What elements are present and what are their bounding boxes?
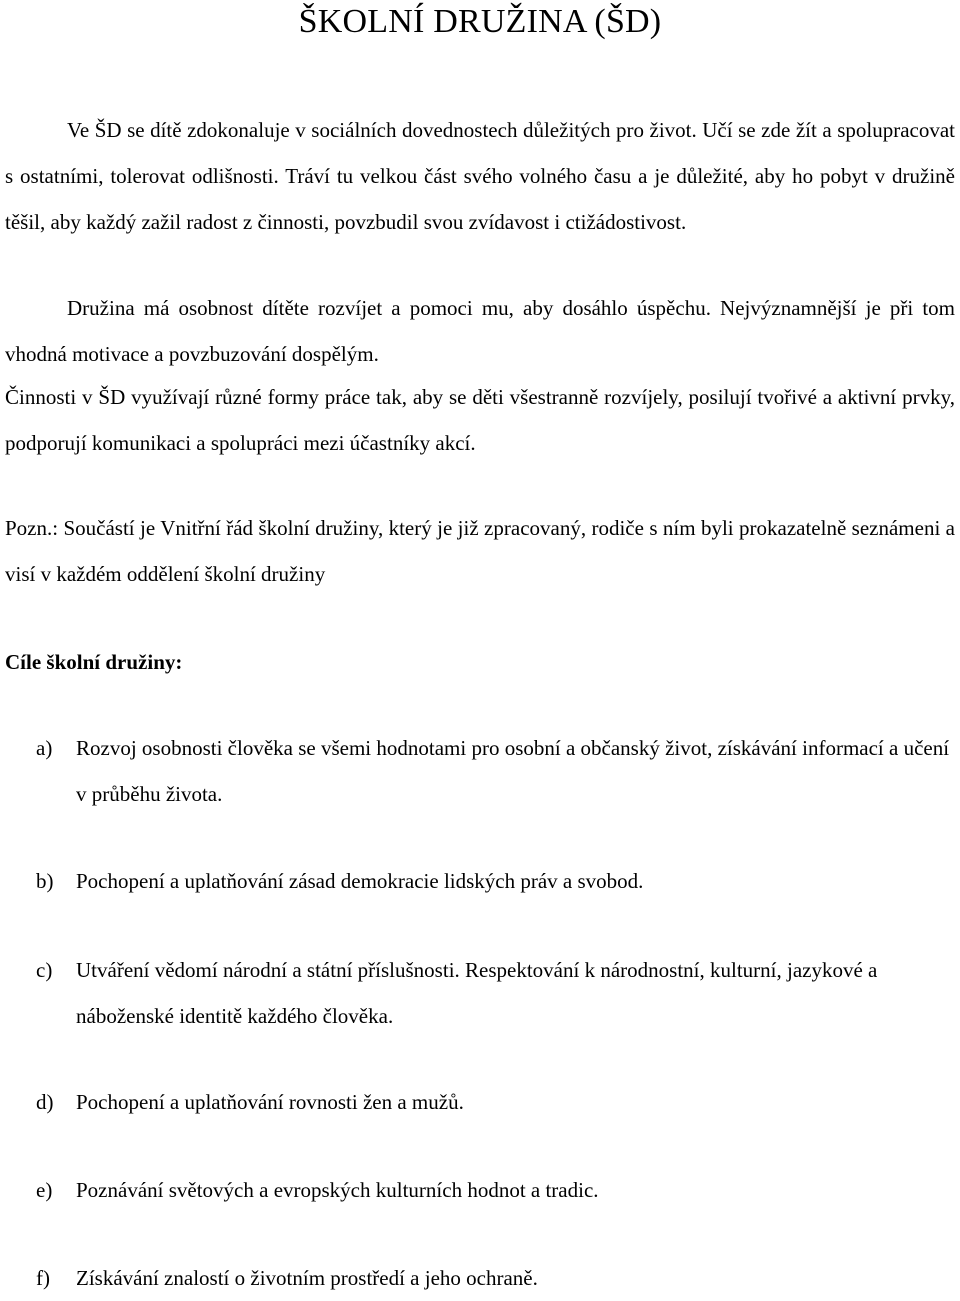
goal-text: Pochopení a uplatňování rovnosti žen a mužů. [76, 1090, 464, 1114]
page-title: ŠKOLNÍ DRUŽINA (ŠD) [298, 3, 662, 40]
goal-item-b [36, 858, 956, 904]
goal-text: Získávání znalostí o životním prostředí a jeho ochraně. [76, 1266, 538, 1290]
goal-letter: a) [36, 736, 53, 760]
goal-text: Utváření vědomí národní a státní příslušnosti. Respektování k národnostní, kulturní, jazykové a náboženské identitě každého člověka. [76, 958, 878, 1028]
goal-item-c [36, 947, 956, 1039]
goal-item-e [36, 1167, 956, 1213]
intro-paragraph-3: Činnosti v ŠD využívají různé formy práce tak, aby se děti všestranně rozvíjely, posilují tvořivé a aktivní prvky, podporují komunikaci a spolupráci mezi účastníky akcí. [5, 385, 955, 455]
goals-heading: Cíle školní družiny: [5, 650, 183, 674]
goal-item-f [36, 1255, 956, 1301]
goal-text: Poznávání světových a evropských kulturních hodnot a tradic. [76, 1178, 599, 1202]
goal-text: Pochopení a uplatňování zásad demokracie lidských práv a svobod. [76, 869, 644, 893]
note-paragraph: Pozn.: Součástí je Vnitřní řád školní družiny, který je již zpracovaný, rodiče s ním byli prokazatelně seznámeni a visí v každém oddělení školní družiny [5, 516, 955, 586]
goal-text: Rozvoj osobnosti člověka se všemi hodnotami pro osobní a občanský život, získávání informací a učení v průběhu života. [76, 736, 950, 806]
goal-item-a [36, 725, 956, 817]
goal-letter: c) [36, 958, 53, 982]
goal-letter: f) [36, 1266, 50, 1290]
intro-paragraph-1: Ve ŠD se dítě zdokonaluje v sociálních dovednostech důležitých pro život. Učí se zde žít a spolupracovat s ostatními, tolerovat odlišnosti. Tráví tu velkou část svého volného času a je důležité, aby ho pobyt v družině těšil, aby každý zažil radost z činnosti, povzbudil svou zvídavost i ctižádostivost. [5, 118, 955, 234]
goal-letter: b) [36, 869, 54, 893]
intro-paragraph-2: Družina má osobnost dítěte rozvíjet a pomoci mu, aby dosáhlo úspěchu. Nejvýznamnější je při tom vhodná motivace a povzbuzování dospělým. [5, 296, 955, 366]
goal-letter: d) [36, 1090, 54, 1114]
goal-letter: e) [36, 1178, 53, 1202]
goal-item-d [36, 1079, 956, 1125]
